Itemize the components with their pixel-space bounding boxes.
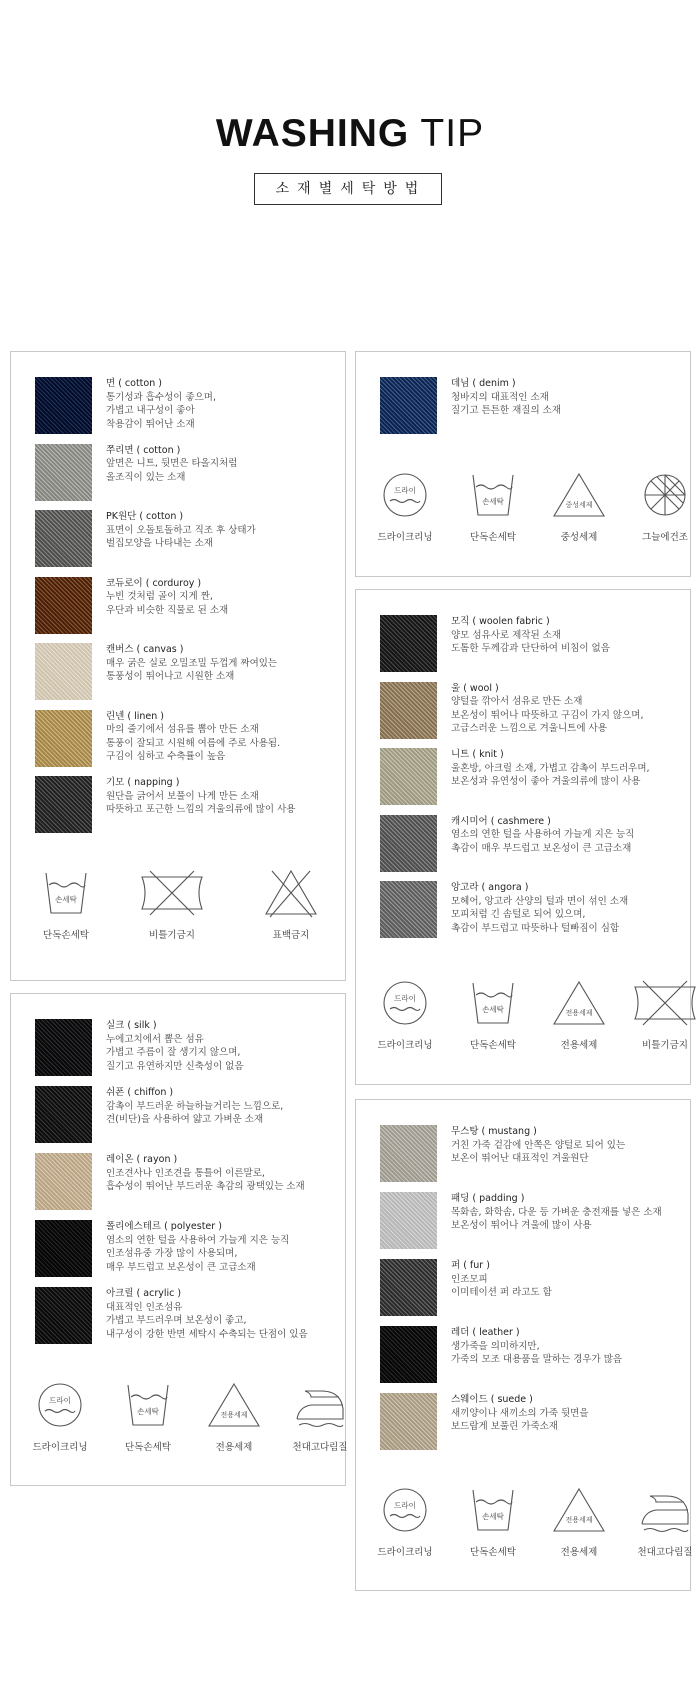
care-symbol-label: 드라이크리닝 bbox=[377, 532, 433, 543]
care-symbol bbox=[362, 1484, 448, 1558]
care-symbol-label: 단독손세탁 bbox=[125, 1442, 171, 1453]
neutral-detergent-icon bbox=[536, 469, 622, 521]
care-symbol-label: 드라이크리닝 bbox=[377, 1547, 433, 1558]
fabric-description-line: 질기고 튼튼한 재질의 소재 bbox=[451, 405, 562, 416]
care-symbol-label: 전용세제 bbox=[560, 1040, 598, 1051]
fabric-description-line: 청바지의 대표적인 소재 bbox=[451, 391, 549, 403]
no-wring-icon bbox=[129, 867, 215, 919]
fabric-description-line: 도톰한 두께감과 단단하여 비침이 없음 bbox=[451, 643, 610, 654]
fabric-description-line: 통풍이 잘되고 시원해 여름에 주로 사용됨. bbox=[106, 737, 281, 749]
special-detergent-icon bbox=[536, 977, 622, 1029]
care-symbol bbox=[450, 1484, 536, 1558]
no-bleach-icon bbox=[248, 867, 334, 919]
care-symbol-label: 단독손세탁 bbox=[470, 1040, 516, 1051]
no-wring-icon bbox=[622, 977, 700, 1029]
care-symbol bbox=[191, 1379, 277, 1453]
fabric-description-line: 새끼양이나 새끼소의 가죽 뒷면을 bbox=[451, 1407, 589, 1419]
care-icons-row bbox=[356, 1484, 693, 1564]
svg-text:전용세제: 전용세제 bbox=[565, 1009, 593, 1017]
fabric-name: 패딩 ( padding ) bbox=[451, 1193, 525, 1204]
fabric-name: 무스탕 ( mustang ) bbox=[451, 1126, 537, 1137]
fabric-swatch-image bbox=[35, 776, 92, 833]
dry-clean-icon bbox=[362, 1484, 448, 1536]
fabric-description-line: 앞면은 니트, 뒷면은 타올지처럼 bbox=[106, 458, 238, 469]
fabric-description-line: 보온이 뛰어난 대표적인 겨울원단 bbox=[451, 1153, 589, 1164]
fabric-item bbox=[35, 1287, 355, 1345]
page-title: WASHING TIP bbox=[215, 112, 485, 155]
care-symbol-label: 천대고다림질 bbox=[637, 1547, 693, 1558]
fabric-description-line: 올조직이 있는 소재 bbox=[106, 471, 186, 483]
dry-clean-icon bbox=[362, 977, 448, 1029]
fabric-description-line: 통풍성이 뛰어나고 시원한 소재 bbox=[106, 671, 235, 682]
fabric-name: 스웨이드 ( suede ) bbox=[451, 1394, 533, 1405]
care-symbol-label: 단독손세탁 bbox=[470, 1547, 516, 1558]
hand-wash-icon bbox=[105, 1379, 191, 1431]
care-symbol bbox=[622, 1484, 700, 1558]
fabric-description-line: 우단과 비슷한 직물로 된 소재 bbox=[106, 604, 229, 616]
fabric-swatch-image bbox=[380, 377, 437, 434]
fabric-swatch-image bbox=[35, 1019, 92, 1076]
fabric-swatch-image bbox=[380, 615, 437, 672]
fabric-item bbox=[380, 1326, 700, 1384]
fabric-name: 폴리에스테르 ( polyester ) bbox=[106, 1221, 222, 1232]
care-symbol bbox=[362, 977, 448, 1051]
care-symbol-label: 그늘에건조 bbox=[642, 532, 688, 543]
dry-clean-icon bbox=[17, 1379, 103, 1431]
fabric-description-line: 염소의 연한 털을 사용하여 가늘게 지은 능직 bbox=[106, 1234, 290, 1246]
svg-text:손세탁: 손세탁 bbox=[482, 497, 504, 506]
care-symbol bbox=[622, 977, 700, 1051]
care-symbol bbox=[536, 469, 622, 543]
hand-wash-icon bbox=[23, 867, 109, 919]
fabric-description-line: 착용감이 뛰어난 소재 bbox=[106, 418, 195, 430]
fabric-swatch-image bbox=[35, 1220, 92, 1277]
fabric-name: 앙고라 ( angora ) bbox=[451, 882, 529, 893]
care-symbol bbox=[536, 1484, 622, 1558]
svg-text:손세탁: 손세탁 bbox=[137, 1407, 159, 1416]
iron-with-cloth-icon bbox=[277, 1379, 363, 1431]
care-symbol-label: 비틀기금지 bbox=[642, 1040, 688, 1051]
svg-text:중성세제: 중성세제 bbox=[565, 501, 593, 509]
fabric-swatch-image bbox=[35, 1287, 92, 1344]
svg-text:드라이: 드라이 bbox=[49, 1396, 71, 1405]
care-symbol-label: 단독손세탁 bbox=[470, 532, 516, 543]
hand-wash-icon bbox=[450, 1484, 536, 1536]
care-symbol-label: 천대고다림질 bbox=[292, 1442, 348, 1453]
fabric-item bbox=[35, 710, 355, 768]
fabric-description-line: 가볍고 부드러우며 보온성이 좋고, bbox=[106, 1315, 247, 1326]
fabric-item bbox=[35, 577, 355, 635]
fabric-description-line: 양모 섬유사로 제작된 소재 bbox=[451, 629, 562, 641]
fabric-description-line: 모피처럼 긴 솜털로 되어 있으며, bbox=[451, 909, 586, 920]
fabric-item bbox=[380, 881, 700, 939]
fabric-item bbox=[380, 815, 700, 873]
fabric-description-line: 마의 줄기에서 섬유를 뽑아 만든 소재 bbox=[106, 724, 259, 735]
fabric-description-line: 내구성이 강한 반면 세탁시 수축되는 단점이 있음 bbox=[106, 1328, 308, 1340]
svg-text:드라이: 드라이 bbox=[394, 994, 416, 1003]
svg-text:드라이: 드라이 bbox=[394, 486, 416, 495]
fabric-item bbox=[380, 682, 700, 740]
care-symbol bbox=[536, 977, 622, 1051]
fabric-name: 쉬폰 ( chiffon ) bbox=[106, 1087, 174, 1098]
care-symbol-label: 드라이크리닝 bbox=[32, 1442, 88, 1453]
fabric-description-line: 보온성과 유연성이 좋아 겨울의류에 많이 사용 bbox=[451, 776, 641, 787]
special-detergent-icon bbox=[191, 1379, 277, 1431]
fabric-description-line: 벌집모양을 나타내는 소재 bbox=[106, 538, 213, 549]
fabric-name: 실크 ( silk ) bbox=[106, 1020, 157, 1031]
iron-with-cloth-icon bbox=[622, 1484, 700, 1536]
panel-denim bbox=[355, 351, 691, 577]
fabric-swatch-image bbox=[35, 577, 92, 634]
svg-text:드라이: 드라이 bbox=[394, 1501, 416, 1510]
fabric-description-line: 매우 굵은 실로 오밀조밀 두껍게 짜여있는 bbox=[106, 657, 278, 669]
fabric-name: 울 ( wool ) bbox=[451, 682, 499, 694]
fabric-description-line: 촉감이 매우 부드럽고 보온성이 큰 고급소재 bbox=[451, 842, 632, 854]
svg-text:손세탁: 손세탁 bbox=[55, 895, 77, 904]
fabric-description-line: 대표적인 인조섬유 bbox=[106, 1301, 183, 1313]
fabric-swatch-image bbox=[35, 444, 92, 501]
care-symbol bbox=[23, 867, 109, 941]
svg-text:손세탁: 손세탁 bbox=[482, 1512, 504, 1521]
dry-clean-icon bbox=[362, 469, 448, 521]
fabric-description-line: 누빈 것처럼 골이 지게 짠, bbox=[106, 591, 213, 602]
fabric-name: 레더 ( leather ) bbox=[451, 1327, 520, 1338]
fabric-item bbox=[380, 1125, 700, 1183]
hand-wash-icon bbox=[450, 469, 536, 521]
fabric-name: 니트 ( knit ) bbox=[451, 749, 504, 760]
svg-text:전용세제: 전용세제 bbox=[220, 1411, 248, 1419]
care-symbol bbox=[105, 1379, 191, 1453]
shade-dry-icon bbox=[622, 469, 700, 521]
fabric-item bbox=[35, 510, 355, 568]
fabric-description-line: 통기성과 흡수성이 좋으며, bbox=[106, 391, 217, 403]
fabric-description-line: 촉감이 부드럽고 따뜻하나 털빠짐이 심함 bbox=[451, 922, 620, 934]
fabric-description-line: 흡수성이 뛰어난 부드러운 촉감의 광택있는 소재 bbox=[106, 1181, 305, 1192]
fabric-swatch-image bbox=[35, 643, 92, 700]
fabric-description-line: 감촉이 부드러운 하늘하늘거리는 느낌으로, bbox=[106, 1100, 284, 1112]
care-symbol bbox=[362, 469, 448, 543]
fabric-description-line: 양털을 깎아서 섬유로 만든 소재 bbox=[451, 696, 583, 707]
fabric-description-line: 거친 가죽 겉감에 안쪽은 양털로 되어 있는 bbox=[451, 1139, 626, 1151]
fabric-name: 데님 ( denim ) bbox=[451, 378, 516, 389]
fabric-description-line: 표면이 오돌토돌하고 직조 후 상태가 bbox=[106, 524, 256, 536]
fabric-description-line: 모헤어, 앙고라 산양의 털과 면이 섞인 소재 bbox=[451, 895, 629, 907]
fabric-description-line: 매우 부드럽고 보온성이 큰 고급소재 bbox=[106, 1261, 256, 1273]
fabric-swatch-image bbox=[380, 1259, 437, 1316]
fabric-description-line: 견(비단)을 사용하여 얇고 가벼운 소재 bbox=[106, 1114, 264, 1125]
care-symbol bbox=[277, 1379, 363, 1453]
care-symbol bbox=[129, 867, 215, 941]
care-symbol bbox=[248, 867, 334, 941]
fabric-description-line: 원단을 긁어서 보풀이 나게 만든 소재 bbox=[106, 790, 259, 802]
care-symbol-label: 비틀기금지 bbox=[149, 930, 195, 941]
fabric-item bbox=[380, 615, 700, 673]
fabric-swatch-image bbox=[380, 1125, 437, 1182]
fabric-description-line: 생가죽을 의미하지만, bbox=[451, 1340, 540, 1352]
fabric-description-line: 고급스러운 느낌으로 겨울니트에 사용 bbox=[451, 723, 607, 734]
panel-silk bbox=[10, 993, 346, 1486]
fabric-name: 쭈리면 ( cotton ) bbox=[106, 444, 181, 456]
svg-text:전용세제: 전용세제 bbox=[565, 1516, 593, 1524]
panel-cotton bbox=[10, 351, 346, 981]
fabric-item bbox=[35, 377, 355, 435]
fabric-item bbox=[35, 444, 355, 502]
svg-text:손세탁: 손세탁 bbox=[482, 1005, 504, 1014]
fabric-swatch-image bbox=[35, 377, 92, 434]
fabric-description-line: 목화솜, 화학솜, 다운 등 가벼운 충전재를 넣은 소재 bbox=[451, 1206, 662, 1218]
fabric-description-line: 울혼방, 아크릴 소재, 가볍고 감촉이 부드러우며, bbox=[451, 762, 650, 774]
fabric-description-line: 이미테이션 퍼 라고도 함 bbox=[451, 1287, 552, 1298]
fabric-name: PK원단 ( cotton ) bbox=[106, 511, 184, 522]
care-symbol bbox=[450, 469, 536, 543]
fabric-item bbox=[35, 1153, 355, 1211]
fabric-item bbox=[380, 1259, 700, 1317]
care-icons-row bbox=[11, 1379, 348, 1459]
fabric-swatch-image bbox=[380, 881, 437, 938]
care-symbol-label: 전용세제 bbox=[215, 1442, 253, 1453]
special-detergent-icon bbox=[536, 1484, 622, 1536]
care-symbol-label: 표백금지 bbox=[272, 930, 310, 941]
panel-leather bbox=[355, 1099, 691, 1591]
fabric-name: 기모 ( napping ) bbox=[106, 777, 180, 788]
fabric-item bbox=[35, 1019, 355, 1077]
fabric-swatch-image bbox=[35, 710, 92, 767]
fabric-description-line: 가볍고 주름이 잘 생기지 않으며, bbox=[106, 1047, 241, 1058]
fabric-swatch-image bbox=[35, 1086, 92, 1143]
fabric-name: 캐시미어 ( cashmere ) bbox=[451, 815, 551, 827]
care-symbol bbox=[450, 977, 536, 1051]
care-icons-row bbox=[356, 977, 690, 1057]
care-icons-row bbox=[356, 469, 690, 549]
fabric-description-line: 보온성이 뛰어나 겨울에 많이 사용 bbox=[451, 1220, 592, 1231]
fabric-swatch-image bbox=[380, 1192, 437, 1249]
fabric-description-line: 보온성이 뛰어나 따뜻하고 구김이 가지 않으며, bbox=[451, 709, 644, 721]
panel-wool bbox=[355, 589, 691, 1085]
fabric-swatch-image bbox=[380, 1326, 437, 1383]
care-symbol-label: 단독손세탁 bbox=[43, 930, 89, 941]
fabric-swatch-image bbox=[35, 1153, 92, 1210]
care-icons-row bbox=[11, 867, 345, 947]
fabric-name: 모직 ( woolen fabric ) bbox=[451, 616, 550, 627]
fabric-item bbox=[380, 1393, 700, 1451]
fabric-name: 면 ( cotton ) bbox=[106, 378, 162, 389]
fabric-description-line: 인조모피 bbox=[451, 1273, 488, 1285]
fabric-item bbox=[35, 1220, 355, 1278]
fabric-name: 아크릴 ( acrylic ) bbox=[106, 1288, 182, 1299]
fabric-item bbox=[380, 748, 700, 806]
fabric-description-line: 가볍고 내구성이 좋아 bbox=[106, 405, 195, 416]
fabric-swatch-image bbox=[380, 815, 437, 872]
care-symbol bbox=[622, 469, 700, 543]
fabric-name: 퍼 ( fur ) bbox=[451, 1260, 490, 1271]
page-subtitle: 소재별세탁방법 bbox=[254, 173, 442, 205]
fabric-description-line: 염소의 연한 털을 사용하여 가늘게 지은 능직 bbox=[451, 829, 635, 840]
fabric-description-line: 누에고치에서 뽑은 섬유 bbox=[106, 1033, 204, 1045]
fabric-swatch-image bbox=[380, 1393, 437, 1450]
fabric-description-line: 인조섬유중 가장 많이 사용되며, bbox=[106, 1248, 238, 1259]
fabric-description-line: 질기고 유연하지만 신축성이 없음 bbox=[106, 1060, 244, 1072]
fabric-swatch-image bbox=[380, 682, 437, 739]
fabric-description-line: 따뜻하고 포근한 느낌의 겨울의류에 많이 사용 bbox=[106, 804, 296, 815]
fabric-description-line: 구김이 심하고 수축률이 높음 bbox=[106, 751, 226, 762]
fabric-item bbox=[35, 776, 355, 834]
fabric-item bbox=[35, 643, 355, 701]
fabric-name: 레이온 ( rayon ) bbox=[106, 1154, 178, 1165]
fabric-name: 코듀로이 ( corduroy ) bbox=[106, 577, 202, 589]
fabric-item bbox=[380, 377, 700, 435]
care-symbol bbox=[17, 1379, 103, 1453]
fabric-description-line: 가죽의 모조 대용품을 말하는 경우가 많음 bbox=[451, 1354, 623, 1365]
care-symbol-label: 전용세제 bbox=[560, 1547, 598, 1558]
care-symbol-label: 중성세제 bbox=[560, 532, 598, 543]
fabric-name: 린넨 ( linen ) bbox=[106, 710, 164, 722]
fabric-item bbox=[35, 1086, 355, 1144]
fabric-description-line: 인조견사나 인조견을 통틀어 이른말로, bbox=[106, 1167, 265, 1179]
fabric-swatch-image bbox=[380, 748, 437, 805]
fabric-name: 캔버스 ( canvas ) bbox=[106, 644, 184, 655]
fabric-item bbox=[380, 1192, 700, 1250]
care-symbol-label: 드라이크리닝 bbox=[377, 1040, 433, 1051]
hand-wash-icon bbox=[450, 977, 536, 1029]
fabric-swatch-image bbox=[35, 510, 92, 567]
fabric-description-line: 보드랍게 보풀린 가죽소재 bbox=[451, 1421, 558, 1432]
